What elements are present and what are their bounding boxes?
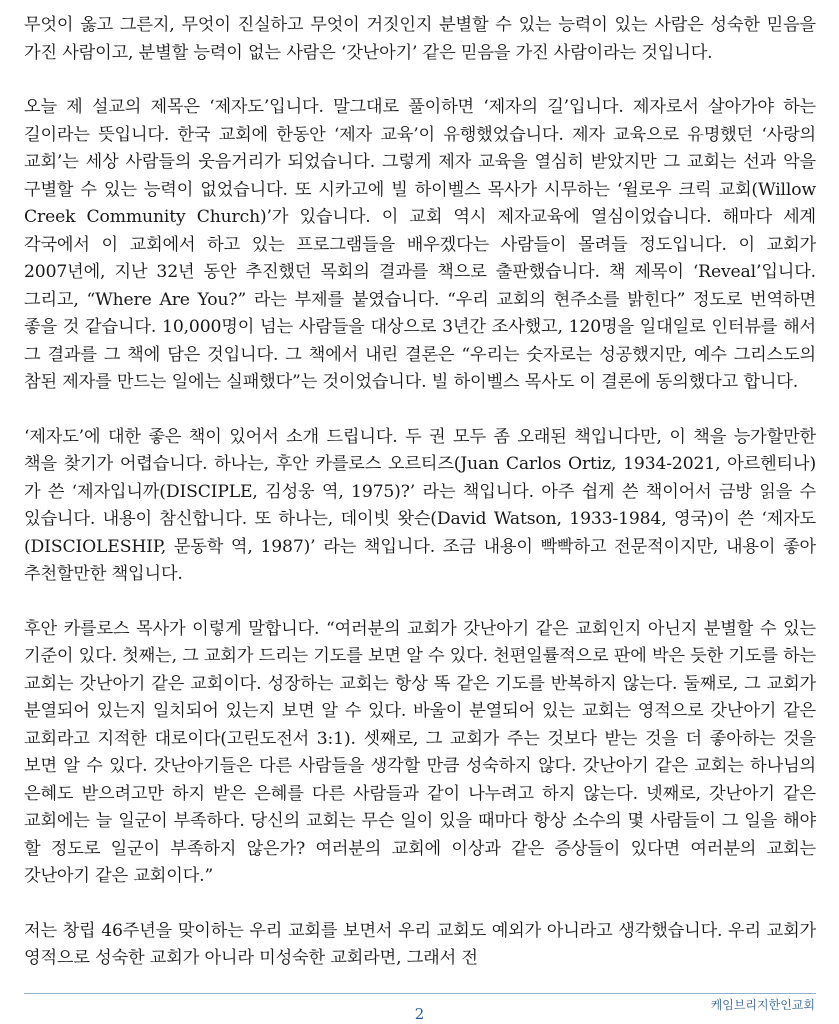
paragraph-1: 무엇이 옳고 그른지, 무엇이 진실하고 무엇이 거짓인지 분별할 수 있는 능력이 있는 사람은 성숙한 믿음을 가진 사람이고, 분별할 능력이 없는 사람은 ‘갓난아기’ 같은 믿음을 가진 사람이라는 것입니다. [24, 15, 816, 63]
footer-divider [24, 993, 816, 994]
sermon-text [24, 12, 816, 973]
paragraph-2: 오늘 제 설교의 제목은 ‘제자도’입니다. 말그대로 풀이하면 ‘제자의 길’입니다. 제자로서 살아가야 하는 길이라는 뜻입니다. 한국 교회에 한동안 ‘제자 교육’이 유행했었습니다. 제자 교육으로 유명했던 ‘사랑의 교회’는 세상 사람들의 웃음거리가 되었습니다. 그렇게 제자 교육을 열심히 받았지만 그 교회는 선과 악을 구별할 수 있는 능력이 없었습니다. 또 시카고에 빌 하이벨스 목사가 시무하는 ‘윌로우 크릭 교회(Willow Creek Community Church)’가 있습니다. 이 교회 역시 제자교육에 열심이었습니다. 해마다 세계 각국에서 이 교회에서 하고 있는 프로그램들을 배우겠다는 사람들이 몰려들 정도입니다. 이 교회가 2007년에, 지난 32년 동안 추진했던 목회의 결과를 책으로 출판했습니다. 책 제목이 ‘Reveal’입니다. 그리고, “Where Are You?” 라는 부제를 붙였습니다. “우리 교회의 현주소를 밝힌다” 정도로 번역하면 좋을 것 같습니다. 10,000명이 넘는 사람들을 대상으로 3년간 조사했고, 120명을 일대일로 인터뷰를 해서 그 결과를 그 책에 담은 것입니다. 그 책에서 내린 결론은 “우리는 숫자로는 성공했지만, 예수 그리스도의 참된 제자를 만드는 일에는 실패했다”는 것이었습니다. 빌 하이벨스 목사도 이 결론에 동의했다고 합니다. [24, 97, 816, 392]
page-number: 2 [414, 1005, 425, 1023]
paragraph-3: ‘제자도’에 대한 좋은 책이 있어서 소개 드립니다. 두 권 모두 좀 오래된 책입니다만, 이 책을 능가할만한 책을 찾기가 어렵습니다. 하나는, 후안 카를로스 오르티즈(Juan Carlos Ortiz, 1934-2021, 아르헨티나)가 쓴 ‘제자입니까(DISCIPLE, 김성웅 역, 1975)?’ 라는 책입니다. 아주 쉽게 쓴 책이어서 금방 읽을 수 있습니다. 내용이 참신합니다. 또 하나는, 데이빗 왓슨(David Watson, 1933-1984, 영국)이 쓴 ‘제자도(DISCIOLESHIP, 문동학 역, 1987)’ 라는 책입니다. 조금 내용이 빡빡하고 전문적이지만, 내용이 좋아 추천할만한 책입니다. [24, 426, 816, 584]
paragraph-4: 후안 카를로스 목사가 이렇게 말합니다. “여러분의 교회가 갓난아기 같은 교회인지 아닌지 분별할 수 있는 기준이 있다. 첫째는, 그 교회가 드리는 기도를 보면 알 수 있다. 천편일률적으로 판에 박은 듯한 기도를 하는 교회는 갓난아기 같은 교회이다. 성장하는 교회는 항상 똑 같은 기도를 반복하지 않는다. 둘째로, 그 교회가 분열되어 있는지 일치되어 있는지 보면 알 수 있다. 바울이 분열되어 있는 교회는 영적으로 갓난아기 같은 교회라고 지적한 대로이다(고린도전서 3:1). 셋째로, 그 교회가 주는 것보다 받는 것을 더 좋아하는 것을 보면 알 수 있다. 갓난아기들은 다른 사람들을 생각할 만큼 성숙하지 않다. 갓난아기 같은 교회는 하나님의 은혜도 받으려고만 하지 받은 은혜를 다른 사람들과 같이 나누려고 하지 않는다. 넷째로, 갓난아기 같은 교회에는 늘 일군이 부족하다. 당신의 교회는 무슨 일이 있을 때마다 항상 소수의 몇 사람들이 그 일을 해야 할 정도로 일군이 부족하지 않은가? 여러분의 교회에 이상과 같은 증상들이 있다면 여러분의 교회는 갓난아기 같은 교회이다.” [24, 618, 816, 886]
paragraph-5: 저는 창립 46주년을 맞이하는 우리 교회를 보면서 우리 교회도 예외가 아니라고 생각했습니다. 우리 교회가 영적으로 성숙한 교회가 아니라 미성숙한 교회라면, 그래서 전 [24, 920, 816, 968]
footer-church-name: 케임브리지한인교회 [710, 998, 815, 1012]
